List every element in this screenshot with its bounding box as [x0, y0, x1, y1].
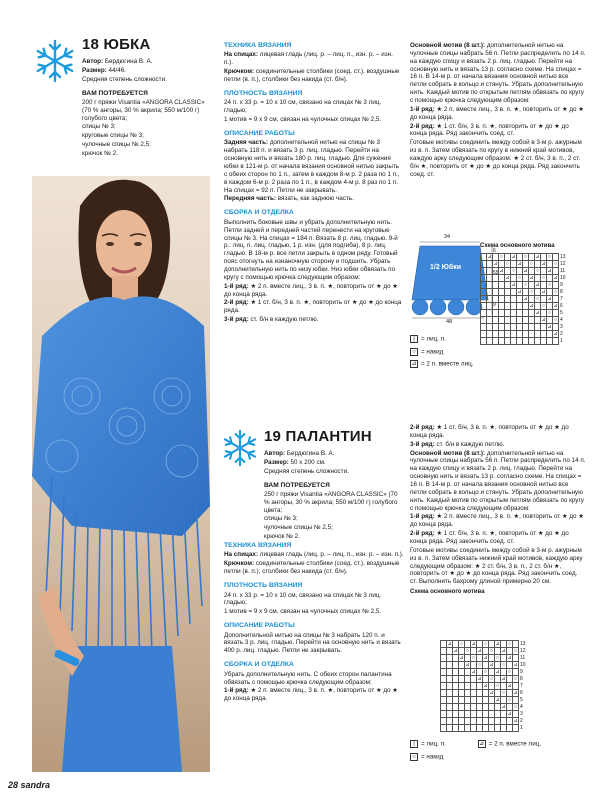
- chart-cell: ⊿: [511, 253, 516, 260]
- density-2: 1 мотив = 9 х 9 см, связан на чулочных спицах № 2,5.: [224, 608, 382, 616]
- chart-row-number: 10: [520, 662, 526, 668]
- chart-cell: ⊿: [535, 281, 540, 288]
- need-circular: круговые спицы № 3;: [82, 132, 144, 140]
- chart-cell: ○: [489, 648, 494, 654]
- chart-cell: ○: [547, 309, 552, 316]
- technique-heading: ТЕХНИКА ВЯЗАНИЯ: [224, 542, 292, 549]
- chart-cell: ⊿: [517, 288, 522, 295]
- pattern-dim-side-1: 6: [493, 248, 496, 254]
- legend-knit: = лиц. п.: [421, 335, 446, 343]
- chart-cell: ○: [483, 669, 488, 675]
- chart-cell: ⊿: [495, 697, 500, 703]
- legend-knit: = лиц. п.: [421, 740, 446, 748]
- row2-label: 2-й ряд:: [224, 299, 249, 307]
- legend-k2tog-icon: ⊿: [479, 741, 485, 747]
- chart-cell: ⊿: [483, 683, 488, 689]
- need-yarn: 250 г пряжи Visantia «ANGORA CLASSIC» (70 % ангоры, 30 % акрила; 550 м/100 г) голубого цвета;: [264, 490, 398, 514]
- row1: ★ 2 п. вместе лиц., 3 в. п. ★, повторить от ★ до ★ до конца ряда.: [224, 687, 398, 703]
- chart-row-number: 8: [560, 288, 563, 295]
- chart-cell: ⊿: [511, 281, 516, 288]
- chart-cell: ○: [513, 676, 518, 682]
- motif-row1-label: 1-й ряд:: [410, 105, 435, 113]
- legend-yo-icon: ○: [410, 348, 418, 356]
- skirt-column-3: [410, 42, 586, 180]
- row3: ст. б/н в каждую петлю.: [436, 440, 505, 448]
- chart-cell: ○: [501, 662, 506, 668]
- chart-cell: ○: [553, 260, 558, 267]
- need-needles: спицы № 3;: [264, 515, 298, 523]
- row2-label: 2-й ряд:: [410, 424, 435, 431]
- stole-legend: [410, 740, 590, 762]
- chart-cell: ⊿: [471, 641, 476, 647]
- skirt-title: 18 ЮБКА: [82, 36, 151, 53]
- chart-row-number: 4: [520, 704, 523, 710]
- assembly-text: Выполнить боковые швы и убрать дополнительную нить. Петли задней и передней частей перенести на круговые спицы № 3. На спицах = 184 п. Вязать 8 р. лиц. гладью. 9-й р.: лиц. п. лиц. гладью, 1 р. изн. (для подгиба), 8 р. лиц. гладью. В 18-м р. все петли закрыть в одном ряду. Готовый пояс отогнуть на изнаночную сторону и подшить. Убрать дополнительную нить по низу юбки. Низ юбки обвязать по кругу с помощью крючка следующим образом:: [224, 218, 398, 281]
- motif-text: дополнительной нитью на чулочные спицы набрать 56 п. Петли распределить по 14 п. на каждую спицу и вязать 2 р. лиц. гладью. Перейти на основную нить и вязать 13 р. согласно схеме. На спицах = 16 п. В 14-м р. от начала вязания основной нитью все петли собрать в кольцо и стянуть. Убрать дополнительную нить. Каждый мотив по открытым петлям обвязать по кругу с помощью крючка следующим образом:: [410, 42, 586, 105]
- chart-cell: ○: [547, 281, 552, 288]
- chart-cell: ⊿: [547, 323, 552, 330]
- chart-row-number: 13: [560, 253, 566, 260]
- legend-k2tog-icon: ⊿: [411, 361, 417, 368]
- author-value: Бердюгина В. А.: [286, 450, 335, 457]
- chart-cell: ○: [511, 267, 516, 274]
- chart-row-number: 9: [560, 281, 563, 288]
- assembly-heading: СБОРКА И ОТДЕЛКА: [224, 209, 294, 217]
- motif-assembly: Готовые мотивы соединить между собой в 3-м р. ажурным из в. п. Затем обвязать по кругу в нижний край мотивов, каждую арку следующим образом: ★ 2 ст. б/н, 3 в. п., 2 ст. б/н ★, повторить от ★ до ★ до конца ряда. Ряд закончить соед. ст.: [410, 139, 582, 178]
- motif-text: дополнительной нитью на чулочные спицы набрать 56 п. Петли распределить по 14 п. на каждую спицу и вязать 2 р. лиц. гладью. Перейти на основную нить и вязать 13 р. согласно схеме. На спицах = 16 п. В 14-м р. от начала вязания основной нитью все петли собрать в кольцо и стянуть. Убрать дополнительную нить. Каждый мотив по открытым петлям обвязать по кругу с помощью крючка следующим образом:: [410, 449, 586, 512]
- size-label: Размер:: [264, 458, 289, 466]
- chart-cell: ⊿: [501, 704, 506, 710]
- motif-row1: ★ 2 п. вместе лиц., 3 в. п. ★, повторить от ★ до ★ до конца ряда.: [410, 513, 584, 529]
- motif-row1-label: 1-й ряд:: [410, 513, 435, 521]
- motif-chart-grid: [480, 253, 590, 345]
- row3-label: 3-й ряд:: [410, 440, 435, 448]
- chart-row-number: 3: [520, 711, 523, 717]
- page-footer: 28 sandra: [8, 780, 51, 790]
- stole-meta: [264, 450, 404, 542]
- stole-title: 19 ПАЛАНТИН: [264, 428, 372, 445]
- chart-row-number: 4: [560, 316, 563, 323]
- work-heading: ОПИСАНИЕ РАБОТЫ: [224, 129, 295, 137]
- legend-yo: = накид: [421, 348, 444, 356]
- chart-cell: ⊿: [489, 662, 494, 668]
- chart-cell: ⊿: [507, 655, 512, 661]
- row2: ★ 1 ст. б/н, 3 в. п. ★, повторить от ★ до ★ до конца ряда.: [410, 424, 569, 439]
- need-yarn: 200 г пряжи Visantia «ANGORA CLASSIC» (70 % ангоры, 30 % акрила; 550 м/100 г) голубого цвета;: [82, 98, 205, 122]
- need-heading: ВАМ ПОТРЕБУЕТСЯ: [264, 481, 330, 489]
- stole-column-3: [410, 424, 586, 598]
- chart-cell: ⊿: [535, 309, 540, 316]
- assembly-heading: СБОРКА И ОТДЕЛКА: [224, 661, 294, 669]
- pattern-dim-side-2: 55: [493, 270, 499, 276]
- chart-cell: ○: [483, 641, 488, 647]
- density-1: 24 п. х 33 р. = 10 х 10 см, связано на спицах № 3 лиц. гладью;: [224, 591, 382, 607]
- legend-k2tog: = 2 п. вместе лиц.: [488, 740, 542, 748]
- chart-cell: ○: [505, 260, 510, 267]
- chart-cell: ○: [553, 288, 558, 295]
- chart-cell: ⊿: [505, 274, 510, 281]
- chart-row-number: 10: [560, 274, 566, 281]
- motif-row2-label: 2-й ряд:: [410, 530, 435, 538]
- chart-row-number: 1: [560, 337, 563, 344]
- need-dpn: чулочные спицы № 2,5;: [264, 524, 333, 532]
- snowflake-icon: [32, 38, 78, 84]
- chart-table: [480, 253, 567, 345]
- chart-row-number: 1: [520, 725, 523, 731]
- technique-crochet: соединительные столбики (соед. ст.), воздушные петли (в. п.), столбики без накида (ст. б/н).: [224, 560, 400, 576]
- legend-yo: = накид: [421, 753, 444, 761]
- chart-cell: ○: [541, 274, 546, 281]
- chart-cell: ⊿: [529, 302, 534, 309]
- motif-row1: ★ 2 п. вместе лиц., 3 в. п. ★, повторить от ★ до ★ до конца ряда.: [410, 105, 584, 121]
- legend-knit-icon: |: [410, 335, 418, 343]
- chart-row-number: 6: [520, 690, 523, 696]
- difficulty: Средняя степень сложности.: [264, 467, 349, 475]
- chart-cell: ⊿: [541, 260, 546, 267]
- density-2: 1 мотив = 9 х 9 см, связан на чулочных спицах № 2,5.: [224, 116, 382, 124]
- chart-cell: ⊿: [529, 274, 534, 281]
- chart-row-number: 5: [560, 309, 563, 316]
- chart-cell: ⊿: [493, 260, 498, 267]
- chart-cell: ⊿: [535, 253, 540, 260]
- chart-cell: ⊿: [501, 648, 506, 654]
- chart-cell: ⊿: [507, 683, 512, 689]
- snowflake-icon: [220, 428, 260, 468]
- skirt-meta: [82, 58, 214, 159]
- chart-cell: ⊿: [541, 288, 546, 295]
- chart-row-number: 11: [520, 655, 526, 661]
- chart-cell: ⊿: [477, 676, 482, 682]
- legend-knit-icon: |: [410, 740, 418, 748]
- row1-label: 1-й ряд:: [224, 687, 249, 695]
- chart-cell: ○: [465, 648, 470, 654]
- chart-row-number: 2: [520, 718, 523, 724]
- chart-row-number: 7: [520, 683, 523, 689]
- row2: ★ 1 ст. б/н, 3 в. п. ★, повторить от ★ до ★ до конца ряда.: [224, 299, 402, 315]
- chart-cell: ⊿: [477, 648, 482, 654]
- chart-cell: ⊿: [547, 295, 552, 302]
- chart-title: Схема основного мотива: [410, 589, 485, 596]
- chart-table: [440, 640, 527, 732]
- author-label: Автор:: [82, 58, 104, 65]
- chart-row-number: 2: [560, 330, 563, 337]
- pattern-dim-side-3: 9: [493, 302, 496, 308]
- chart-cell: ⊿: [501, 676, 506, 682]
- pattern-dim-top: 34: [444, 234, 451, 240]
- chart-cell: ⊿: [513, 718, 518, 724]
- legend-k2tog: = 2 п. вместе лиц.: [421, 360, 474, 368]
- motif-label: Основной мотив (8 шт.):: [410, 42, 486, 49]
- stole-column-2: [224, 542, 404, 704]
- chart-cell: ○: [495, 683, 500, 689]
- chart-cell: ⊿: [523, 267, 528, 274]
- chart-row-number: 12: [520, 648, 526, 654]
- work-text: Дополнительной нитью на спицы № 3 набрать 120 п. и вязать 3 р. лиц. гладью. Перейти на основную нить и вязать 400 р. лиц. гладью. Петли не закрывать.: [224, 631, 401, 655]
- chart-cell: ⊿: [553, 302, 558, 309]
- chart-cell: ○: [523, 253, 528, 260]
- chart-cell: ○: [507, 641, 512, 647]
- chart-cell: ⊿: [499, 267, 504, 274]
- technique-knit: лицевая гладь (лиц. р. – лиц. п., изн. р. – изн. п.).: [224, 51, 393, 67]
- row1: ★ 2 п. вместе лиц., 3 в. п. ★, повторить от ★ до ★ до конца ряда.: [224, 282, 398, 298]
- chart-cell: ○: [507, 697, 512, 703]
- need-hook: крючок № 2.: [264, 533, 300, 541]
- work-front-label: Передняя часть:: [224, 195, 276, 203]
- motif-row2-label: 2-й ряд:: [410, 122, 435, 130]
- motif-label: Основной мотив (8 шт.):: [410, 449, 486, 457]
- legend-yo-icon: ○: [410, 753, 418, 761]
- pattern-label: 1/2 Юбки: [430, 264, 462, 271]
- chart-cell: ⊿: [489, 690, 494, 696]
- pattern-dim-bottom: 48: [446, 319, 453, 325]
- chart-row-number: 5: [520, 697, 523, 703]
- density-heading: ПЛОТНОСТЬ ВЯЗАНИЯ: [224, 89, 303, 97]
- need-hook: крючок № 2.: [82, 149, 118, 157]
- chart-cell: ○: [523, 281, 528, 288]
- chart-cell: ○: [501, 690, 506, 696]
- need-heading: ВАМ ПОТРЕБУЕТСЯ: [82, 89, 148, 97]
- chart-cell: ○: [471, 655, 476, 661]
- chart-cell: ⊿: [513, 662, 518, 668]
- chart-cell: ⊿: [471, 669, 476, 675]
- chart-row-number: 3: [560, 323, 563, 330]
- author-value: Бердюгина В. А.: [104, 58, 153, 65]
- work-back: дополнительной нитью на спицы № 3 набрать 118 п. и вязать 3 р. лиц. гладью. Перейти на основную нить и вязать 180 р. лиц. гладью. Для сужения юбки в 121-м р. от начала вязания основной нитью закрыть с обеих сторон по 1 п., затем в каждом 8-м р. 2 раза по 1 п., в каждом 6-м р. 2 раза по 1 п., в каждом 4-м р. 8 раз по 1 п. На спицах = 92 п. Петли не закрывать.: [224, 139, 400, 194]
- skirt-chart: [480, 243, 590, 345]
- technique-knit-label: На спицах:: [224, 551, 259, 559]
- difficulty: Средняя степень сложности.: [82, 75, 167, 83]
- size-label: Размер:: [82, 66, 107, 74]
- row3: ст. б/н в каждую петлю.: [250, 316, 319, 324]
- chart-cell: ⊿: [465, 662, 470, 668]
- technique-crochet-label: Крючком:: [224, 68, 255, 76]
- model-photo: [32, 176, 210, 772]
- chart-cell: ○: [547, 253, 552, 260]
- need-needles: спицы № 3;: [82, 123, 116, 131]
- chart-cell: ○: [541, 302, 546, 309]
- chart-row-number: 7: [560, 295, 563, 302]
- work-front: вязать, как заднюю часть.: [277, 195, 354, 203]
- chart-row-number: 12: [560, 260, 566, 267]
- chart-cell: ○: [495, 655, 500, 661]
- skirt-column-2: [224, 42, 402, 325]
- assembly-text: Убрать дополнительную нить. С обеих сторон палантина обвязать с помощью крючка следующим образом:: [224, 670, 392, 686]
- chart-cell: ⊿: [495, 669, 500, 675]
- technique-heading: ТЕХНИКА ВЯЗАНИЯ: [224, 42, 292, 49]
- need-dpn: чулочные спицы № 2,5;: [82, 141, 151, 149]
- chart-cell: ⊿: [487, 253, 492, 260]
- chart-cell: ○: [517, 274, 522, 281]
- stole-chart: [440, 640, 527, 732]
- technique-crochet-label: Крючком:: [224, 560, 255, 568]
- chart-cell: ○: [499, 253, 504, 260]
- chart-cell: ○: [513, 704, 518, 710]
- author-label: Автор:: [264, 450, 286, 457]
- chart-cell: ○: [535, 267, 540, 274]
- row3-label: 3-й ряд:: [224, 316, 249, 324]
- chart-cell: ○: [507, 669, 512, 675]
- chart-row-number: 9: [520, 669, 523, 675]
- chart-cell: ○: [535, 295, 540, 302]
- chart-row-number: 11: [560, 267, 566, 274]
- density-1: 24 п. х 33 р. = 10 х 10 см, связано на спицах № 3 лиц. гладью;: [224, 99, 382, 115]
- chart-row-number: 8: [520, 676, 523, 682]
- chart-cell: ○: [529, 288, 534, 295]
- technique-knit-label: На спицах:: [224, 51, 259, 59]
- technique-crochet: соединительные столбики (соед. ст.), воздушные петли (в. п.), столбики без накида (ст. б/н).: [224, 68, 400, 84]
- chart-cell: ⊿: [507, 711, 512, 717]
- chart-cell: ⊿: [517, 260, 522, 267]
- chart-cell: ⊿: [453, 648, 458, 654]
- chart-row-number: 6: [560, 302, 563, 309]
- chart-cell: ⊿: [547, 267, 552, 274]
- chart-cell: ⊿: [553, 274, 558, 281]
- skirt-legend: [410, 335, 590, 370]
- chart-cell: ⊿: [483, 655, 488, 661]
- chart-cell: ○: [529, 260, 534, 267]
- chart-cell: ○: [513, 648, 518, 654]
- chart-cell: ⊿: [523, 295, 528, 302]
- chart-cell: ⊿: [495, 641, 500, 647]
- size-value: 44/46.: [108, 66, 127, 74]
- chart-cell: ○: [477, 662, 482, 668]
- chart-title: Схема основного мотива: [480, 243, 555, 249]
- size-value: 50 х 200 см.: [290, 458, 326, 466]
- technique-knit: лицевая гладь (лиц. р. – лиц. п., изн. р. – изн. п.).: [259, 551, 404, 559]
- work-back-label: Задняя часть:: [224, 139, 269, 147]
- chart-cell: ○: [553, 316, 558, 323]
- chart-cell: ⊿: [447, 641, 452, 647]
- chart-row-number: 13: [520, 641, 526, 647]
- chart-cell: ○: [459, 641, 464, 647]
- motif-chart-grid: [440, 640, 527, 732]
- motif-row2: ★ 1 ст. б/н, 3 в. п. ★, повторить от ★ до ★ до конца ряда. Ряд закончить соед. ст.: [410, 530, 569, 546]
- density-heading: ПЛОТНОСТЬ ВЯЗАНИЯ: [224, 582, 303, 590]
- row1-label: 1-й ряд:: [224, 282, 249, 290]
- work-heading: ОПИСАНИЕ РАБОТЫ: [224, 622, 295, 630]
- chart-cell: ○: [489, 676, 494, 682]
- motif-row2: ★ 1 ст. б/н, 3 в. п. ★, повторить от ★ до ★ до конца ряда. Ряд закончить соед. ст.: [410, 122, 569, 138]
- motif-assembly: Готовые мотивы соединить между собой в 3-м р. ажурным из в. п. Затем обвязать нижний край мотивов, каждую арку следующим образом: ★ 2 ст. б/н, 3 в. п., 2 ст. б/н ★, повторить от ★ до ★ до конца ряда. Ряд закончить соед. ст. Выполнить бахрому длиной примерно 20 см.: [410, 546, 583, 586]
- chart-cell: ⊿: [541, 316, 546, 323]
- chart-cell: ⊿: [553, 330, 558, 337]
- chart-cell: ⊿: [459, 655, 464, 661]
- chart-cell: ⊿: [513, 690, 518, 696]
